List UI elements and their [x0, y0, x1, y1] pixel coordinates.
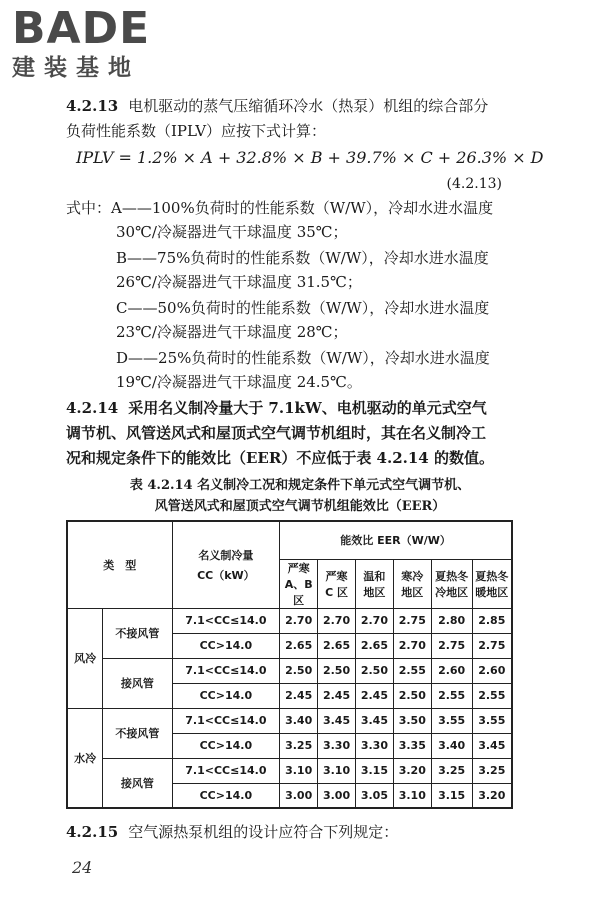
header-zone: 严寒 A、B 区 — [280, 559, 318, 608]
eer-cell: 3.20 — [472, 783, 512, 808]
eer-cell: 3.40 — [280, 708, 318, 733]
page-number: 24 — [72, 858, 93, 877]
capacity-cell: CC>14.0 — [172, 633, 280, 658]
table-row — [67, 708, 512, 733]
eer-cell: 3.10 — [318, 758, 356, 783]
definition-b-line1: B——75%负荷时的性能系数（W/W），冷却水进水温度 — [116, 249, 489, 267]
eer-cell: 3.55 — [472, 708, 512, 733]
eer-cell: 2.60 — [431, 658, 472, 683]
eer-cell: 2.45 — [280, 683, 318, 708]
header-capacity — [172, 521, 280, 608]
eer-cell: 3.00 — [280, 783, 318, 808]
definition-d-line2: 19℃/冷凝器进气干球温度 24.5℃。 — [116, 373, 362, 391]
clause-4-2-14-line3: 况和规定条件下的能效比（EER）不应低于表 4.2.14 的数值。 — [66, 449, 494, 467]
eer-cell: 3.25 — [472, 758, 512, 783]
eer-cell: 2.50 — [393, 683, 431, 708]
capacity-cell: 7.1<CC≤14.0 — [172, 608, 280, 633]
equation-number: (4.2.13) — [446, 176, 502, 192]
eer-cell: 3.15 — [431, 783, 472, 808]
table-caption-line2: 风管送风式和屋顶式空气调节机组能效比（EER） — [154, 499, 446, 514]
capacity-cell: CC>14.0 — [172, 733, 280, 758]
eer-cell: 2.55 — [431, 683, 472, 708]
eer-cell: 3.10 — [280, 758, 318, 783]
definition-d-line1: D——25%负荷时的性能系数（W/W），冷却水进水温度 — [116, 349, 490, 367]
eer-cell: 2.70 — [393, 633, 431, 658]
eer-cell: 2.75 — [472, 633, 512, 658]
clause-4-2-14-line1 — [66, 398, 487, 418]
eer-cell: 2.65 — [280, 633, 318, 658]
header-type: 类 型 — [67, 521, 172, 608]
eer-cell: 2.45 — [355, 683, 393, 708]
eer-cell: 2.70 — [318, 608, 356, 633]
header-zone: 寒冷 地区 — [393, 559, 431, 608]
eer-cell: 2.55 — [472, 683, 512, 708]
eer-cell: 2.45 — [318, 683, 356, 708]
eer-cell: 3.10 — [393, 783, 431, 808]
capacity-cell: 7.1<CC≤14.0 — [172, 708, 280, 733]
clause-text: 采用名义制冷量大于 7.1kW、电机驱动的单元式空气 — [128, 399, 487, 417]
group-type: 水冷 — [67, 708, 103, 808]
clause-number: 4.2.13 — [66, 97, 119, 115]
eer-cell: 2.75 — [431, 633, 472, 658]
eer-cell: 2.70 — [280, 608, 318, 633]
table-row — [67, 608, 512, 633]
clause-4-2-15 — [66, 822, 398, 842]
capacity-cell: 7.1<CC≤14.0 — [172, 758, 280, 783]
header-zone: 夏热冬 冷地区 — [431, 559, 472, 608]
eer-cell: 3.40 — [431, 733, 472, 758]
clause-4-2-14-line2: 调节机、风管送风式和屋顶式空气调节机组时，其在名义制冷工 — [66, 424, 487, 442]
eer-cell: 3.30 — [355, 733, 393, 758]
eer-cell: 2.65 — [318, 633, 356, 658]
sub-type: 接风管 — [103, 758, 172, 808]
eer-cell: 3.45 — [318, 708, 356, 733]
eer-cell: 2.65 — [355, 633, 393, 658]
definition-b-line2: 26℃/冷凝器进气干球温度 31.5℃； — [116, 273, 362, 291]
eer-cell: 2.80 — [431, 608, 472, 633]
capacity-cell: 7.1<CC≤14.0 — [172, 658, 280, 683]
eer-cell: 2.50 — [355, 658, 393, 683]
clause-4-2-13-line1 — [66, 96, 488, 116]
capacity-cell: CC>14.0 — [172, 783, 280, 808]
definition-c-line2: 23℃/冷凝器进气干球温度 28℃； — [116, 323, 348, 341]
eer-cell: 2.60 — [472, 658, 512, 683]
header-zone: 夏热冬 暖地区 — [472, 559, 512, 608]
header-zone: 严寒 C 区 — [318, 559, 356, 608]
eer-cell: 3.25 — [280, 733, 318, 758]
eer-cell: 3.50 — [393, 708, 431, 733]
eer-cell: 2.55 — [393, 658, 431, 683]
sub-type: 不接风管 — [103, 608, 172, 658]
eer-cell: 3.55 — [431, 708, 472, 733]
eer-cell: 2.50 — [280, 658, 318, 683]
clause-number: 4.2.14 — [66, 399, 119, 417]
group-type: 风冷 — [67, 608, 103, 708]
eer-cell: 3.30 — [318, 733, 356, 758]
clause-number: 4.2.15 — [66, 823, 119, 841]
eer-cell: 3.05 — [355, 783, 393, 808]
eer-cell: 2.50 — [318, 658, 356, 683]
table-header-row — [67, 521, 512, 559]
sub-type: 不接风管 — [103, 708, 172, 758]
eer-cell: 3.35 — [393, 733, 431, 758]
header-eer: 能效比 EER（W/W） — [280, 521, 512, 559]
eer-cell: 3.45 — [472, 733, 512, 758]
eer-cell: 3.00 — [318, 783, 356, 808]
clause-text: 电机驱动的蒸气压缩循环冷水（热泵）机组的综合部分 — [128, 97, 489, 115]
eer-cell: 2.85 — [472, 608, 512, 633]
definition-a-line1: 式中：A——100%负荷时的性能系数（W/W），冷却水进水温度 — [66, 199, 494, 217]
logo — [12, 3, 182, 82]
iplv-formula: IPLV = 1.2% × A + 32.8% × B + 39.7% × C + 26.3% × D — [76, 148, 544, 167]
table-row — [67, 758, 512, 783]
eer-cell: 3.45 — [355, 708, 393, 733]
eer-table — [66, 520, 513, 809]
eer-cell: 3.20 — [393, 758, 431, 783]
eer-cell: 2.75 — [393, 608, 431, 633]
definition-c-line1: C——50%负荷时的性能系数（W/W），冷却水进水温度 — [116, 299, 490, 317]
clause-text: 空气源热泵机组的设计应符合下列规定： — [128, 823, 399, 841]
eer-cell: 3.15 — [355, 758, 393, 783]
eer-cell: 3.25 — [431, 758, 472, 783]
table-caption-line1: 表 4.2.14 名义制冷工况和规定条件下单元式空气调节机、 — [129, 478, 471, 493]
logo-wordmark: BADE — [12, 3, 151, 54]
clause-4-2-13-line2: 负荷性能系数（IPLV）应按下式计算： — [66, 122, 327, 140]
definition-a-line2: 30℃/冷凝器进气干球温度 35℃； — [116, 223, 348, 241]
capacity-cell: CC>14.0 — [172, 683, 280, 708]
table-row — [67, 658, 512, 683]
logo-subtitle: 建装基地 — [12, 55, 140, 81]
header-capacity-label: 名义制冷量 — [198, 548, 254, 562]
header-capacity-unit: CC（kW） — [197, 568, 255, 582]
sub-type: 接风管 — [103, 658, 172, 708]
eer-cell: 2.70 — [355, 608, 393, 633]
header-zone: 温和 地区 — [355, 559, 393, 608]
